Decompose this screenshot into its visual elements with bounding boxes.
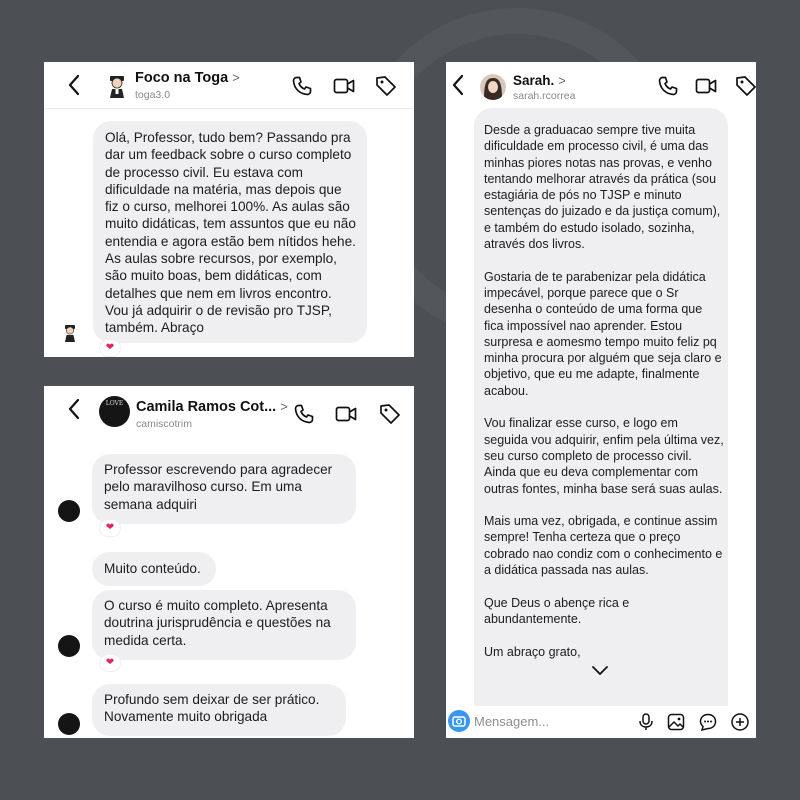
contact-name[interactable]: Foco na Toga >: [135, 70, 240, 86]
heart-reaction[interactable]: ❤: [100, 520, 120, 536]
message-bubble[interactable]: Muito conteúdo.: [92, 552, 216, 586]
message-input[interactable]: [474, 710, 624, 732]
sarah-avatar[interactable]: [480, 74, 506, 100]
back-arrow-icon[interactable]: [64, 71, 84, 99]
chat-panel-camila: [44, 386, 414, 738]
gallery-icon[interactable]: [666, 712, 686, 732]
chat-panel-sarah: [446, 62, 756, 738]
phone-call-icon[interactable]: [656, 74, 680, 98]
heart-reaction[interactable]: ❤: [100, 340, 120, 356]
sender-avatar: [59, 321, 81, 343]
message-bubble[interactable]: [474, 108, 728, 738]
back-arrow-icon[interactable]: [64, 395, 84, 423]
message-paragraph: Desde a graduacao sempre tive muita dificuldade em processo civil, é uma das minhas piores notas nas provas, e venho tentando melhorar através da prática (sou estagiária de pós no TJSP e minuto sentenças do juizado e da justiça comum), e também do estudo isolado, sozinha, através dos livros.: [484, 123, 721, 252]
chat-header: [44, 62, 414, 108]
message-paragraph: Gostaria de te parabenizar pela didática impecável, porque parece que o Sr desenha o conteúdo de uma forma que fica impossível nao aprender. Estou surpresa e aomesmo tempo muito feliz pq minha procura por alguém que seja claro e objetivo, que eu me adapte, finalmente acabou.: [484, 269, 722, 398]
video-call-icon[interactable]: [332, 74, 356, 98]
camera-button[interactable]: [448, 710, 470, 732]
message-composer: [446, 706, 756, 738]
heart-reaction[interactable]: ❤: [100, 655, 120, 671]
sticker-chat-icon[interactable]: [698, 712, 718, 732]
chat-panel-foco-na-toga: [44, 62, 414, 357]
phone-call-icon[interactable]: [290, 74, 314, 98]
tag-icon[interactable]: [734, 74, 756, 98]
chat-header: [44, 386, 414, 432]
sender-avatar: [58, 500, 80, 522]
back-arrow-icon[interactable]: [448, 71, 468, 99]
contact-username: toga3.0: [135, 89, 171, 101]
sender-avatar: [58, 713, 80, 735]
add-plus-icon[interactable]: [730, 712, 750, 732]
message-bubble[interactable]: Professor escrevendo para agradecer pelo maravilhoso curso. Em uma semana adquiri: [92, 454, 356, 524]
sender-avatar: [58, 635, 80, 657]
contact-username: camiscotrim: [136, 418, 193, 430]
message-paragraph: Vou finalizar esse curso, e logo em seguida vou adquirir, enfim pela última vez, seu curso completo de processo civil. Ainda que eu deva complementar com outras fontes, minha base será suas aulas.: [484, 416, 724, 496]
message-bubble[interactable]: Olá, Professor, tudo bem? Passando pra dar um feedback sobre o curso completo de processo civil. Eu estava com dificuldade na matéria, mas depois que fiz o curso, melhorei 100%. As aulas são muito didáticas, tem assuntos que eu não entendia e agora estão bem nítidos hehe. As aulas sobre recursos, por exemplo, são muito boas, bem didáticas, com detalhes que nem em livros encontro. Vou já adquirir o de revisão pro TJSP, também. Abraço: [93, 121, 367, 343]
tag-icon[interactable]: [374, 74, 398, 98]
contact-name[interactable]: Sarah. >: [513, 73, 566, 88]
header-divider: [44, 108, 414, 109]
message-paragraph: Que Deus o abençe rica e abundantemente.: [484, 595, 630, 626]
contact-username: sarah.rcorrea: [513, 90, 576, 102]
tag-icon[interactable]: [378, 402, 402, 426]
scroll-down-chevron-icon[interactable]: [590, 664, 610, 678]
phone-call-icon[interactable]: [292, 402, 316, 426]
chat-header: [446, 62, 756, 108]
toga-mascot-avatar[interactable]: [102, 70, 132, 100]
message-bubble[interactable]: O curso é muito completo. Apresenta doutrina jurisprudência e questões na medida certa.: [92, 590, 356, 660]
video-call-icon[interactable]: [694, 74, 718, 98]
message-paragraph: Mais uma vez, obrigada, e continue assim sempre! Tenha certeza que o preço cobrado nao condiz com o conhecimento e a didática passada nas aulas.: [484, 514, 723, 578]
message-text: [484, 122, 724, 676]
video-call-icon[interactable]: [334, 402, 358, 426]
message-bubble[interactable]: Profundo sem deixar de ser prático. Novamente muito obrigada: [92, 684, 346, 736]
camera-icon: [448, 710, 470, 732]
camila-avatar[interactable]: LOVE: [99, 396, 130, 427]
contact-name[interactable]: Camila Ramos Cot... >: [136, 399, 288, 415]
microphone-icon[interactable]: [636, 712, 656, 732]
message-paragraph: Um abraço grato,: [484, 644, 581, 659]
